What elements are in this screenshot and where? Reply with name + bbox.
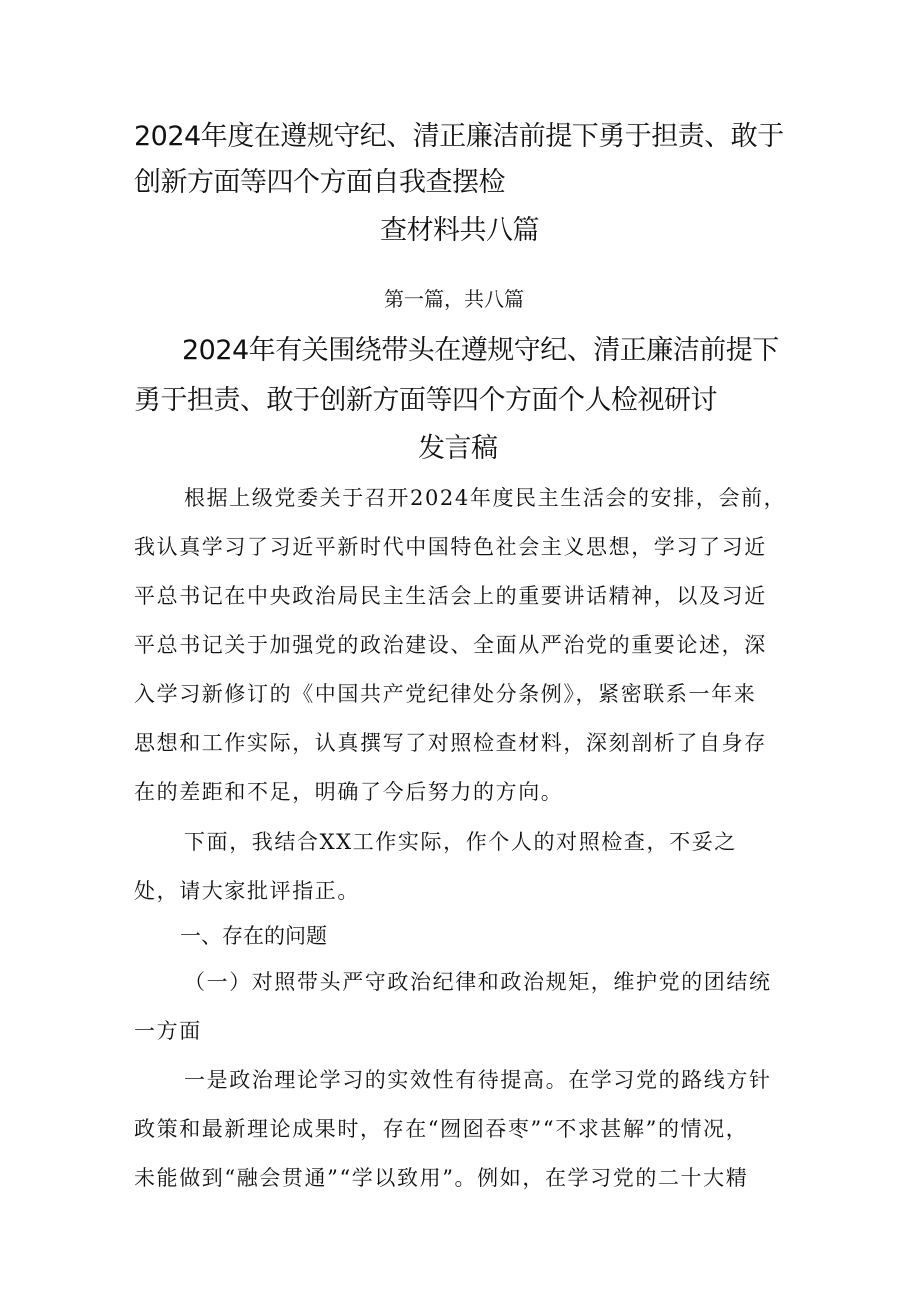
article-title-line-3: 发言稿 xyxy=(418,433,498,464)
article-title-line-2: 勇于担责、敢于创新方面等四个方面个人检视研讨 xyxy=(134,385,717,416)
document-title-line-3: 查材料共八篇 xyxy=(380,215,539,246)
document-title-line-2: 创新方面等四个方面自我查摆检 xyxy=(134,167,505,198)
section-heading: 一、存在的问题 xyxy=(180,924,327,948)
paragraph-line: 思想和工作实际，认真撰写了对照检查材料，深刻剖析了自身存 xyxy=(134,731,767,755)
paragraph-line: 我认真学习了习近平新时代中国特色社会主义思想，学习了习近 xyxy=(134,535,767,559)
paragraph-line: 未能做到“融会贯通”“学以致用”。例如，在学习党的二十大精 xyxy=(134,1166,749,1190)
paragraph-line: 根据上级党委关于召开2024年度民主生活会的安排，会前， xyxy=(184,486,787,510)
document-subtitle: 第一篇，共八篇 xyxy=(384,287,524,311)
article-title-line-1: 2024年有关围绕带头在遵规守纪、清正廉洁前提下 xyxy=(182,335,779,366)
paragraph-line: 下面，我结合XX工作实际，作个人的对照检查，不妥之 xyxy=(184,830,737,854)
paragraph-line: 平总书记在中央政治局民主生活会上的重要讲话精神，以及习近 xyxy=(134,584,767,608)
subsection-line: （一）对照带头严守政治纪律和政治规矩，维护党的团结统 xyxy=(184,970,772,994)
paragraph-line: 一是政治理论学习的实效性有待提高。在学习党的路线方针 xyxy=(184,1068,772,1092)
paragraph-line: 平总书记关于加强党的政治建设、全面从严治党的重要论述，深 xyxy=(134,633,767,657)
paragraph-line: 入学习新修订的《中国共产党纪律处分条例》，紧密联系一年来 xyxy=(134,682,757,706)
subsection-line: 一方面 xyxy=(134,1019,202,1043)
document-title-line-1: 2024年度在遵规守纪、清正廉洁前提下勇于担责、敢于 xyxy=(134,121,784,152)
paragraph-line: 处，请大家批评指正。 xyxy=(134,879,360,903)
paragraph-line: 政策和最新理论成果时，存在“囫囵吞枣”“不求甚解”的情况， xyxy=(134,1117,749,1141)
paragraph-line: 在的差距和不足，明确了今后努力的方向。 xyxy=(134,780,564,804)
